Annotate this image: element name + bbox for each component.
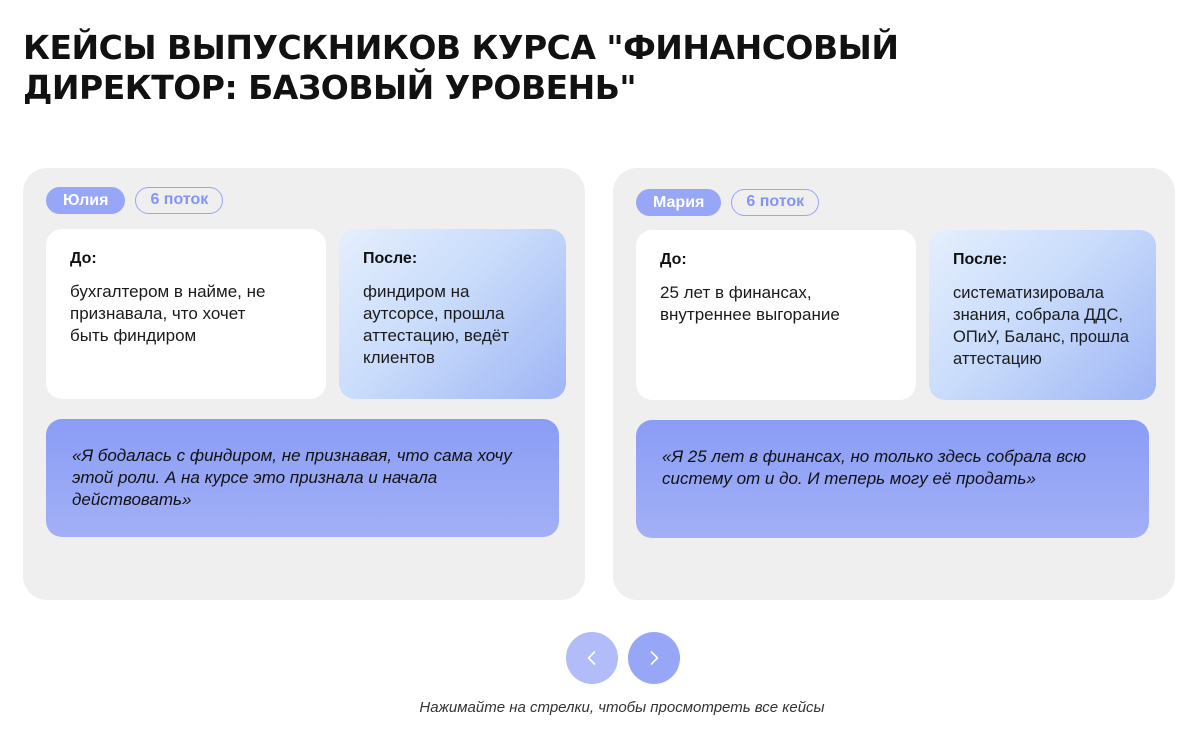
before-text: 25 лет в финансах, внутреннее выгорание xyxy=(660,283,840,324)
case-badges xyxy=(46,187,223,214)
prev-button[interactable] xyxy=(566,632,618,684)
carousel-hint: Нажимайте на стрелки, чтобы просмотреть все кейсы xyxy=(419,699,825,716)
page-title: КЕЙСЫ ВЫПУСКНИКОВ КУРСА "ФИНАНСОВЫЙ ДИРЕКТОР: БАЗОВЫЙ УРОВЕНЬ" xyxy=(23,28,899,107)
case-card xyxy=(23,168,585,600)
before-box xyxy=(636,230,916,400)
after-label: После: xyxy=(953,251,1008,268)
carousel-nav xyxy=(566,632,680,684)
after-box xyxy=(929,230,1156,400)
case-name-badge: Юлия xyxy=(46,187,125,214)
testimonial-quote: «Я 25 лет в финансах, но только здесь собрала всю систему от и до. И теперь могу её продать» xyxy=(636,420,1149,538)
before-box xyxy=(46,229,326,399)
testimonial-quote: «Я бодалась с финдиром, не признавая, что сама хочу этой роли. А на курсе это признала и начала действовать» xyxy=(46,419,559,537)
before-label: До: xyxy=(70,250,97,267)
next-button[interactable] xyxy=(628,632,680,684)
chevron-right-icon xyxy=(646,650,662,666)
chevron-left-icon xyxy=(584,650,600,666)
before-text: бухгалтером в найме, не признавала, что хочет быть финдиром xyxy=(70,282,266,345)
case-name-badge: Мария xyxy=(636,189,721,216)
after-text: финдиром на аутсорсе, прошла аттестацию, ведёт клиентов xyxy=(363,282,509,367)
before-label: До: xyxy=(660,251,687,268)
case-card xyxy=(613,168,1175,600)
case-stream-badge: 6 поток xyxy=(135,187,223,214)
after-text: систематизировала знания, собрала ДДС, ОПиУ, Баланс, прошла аттестацию xyxy=(953,284,1130,368)
case-badges xyxy=(636,189,819,216)
after-box xyxy=(339,229,566,399)
after-label: После: xyxy=(363,250,418,267)
case-stream-badge: 6 поток xyxy=(731,189,819,216)
